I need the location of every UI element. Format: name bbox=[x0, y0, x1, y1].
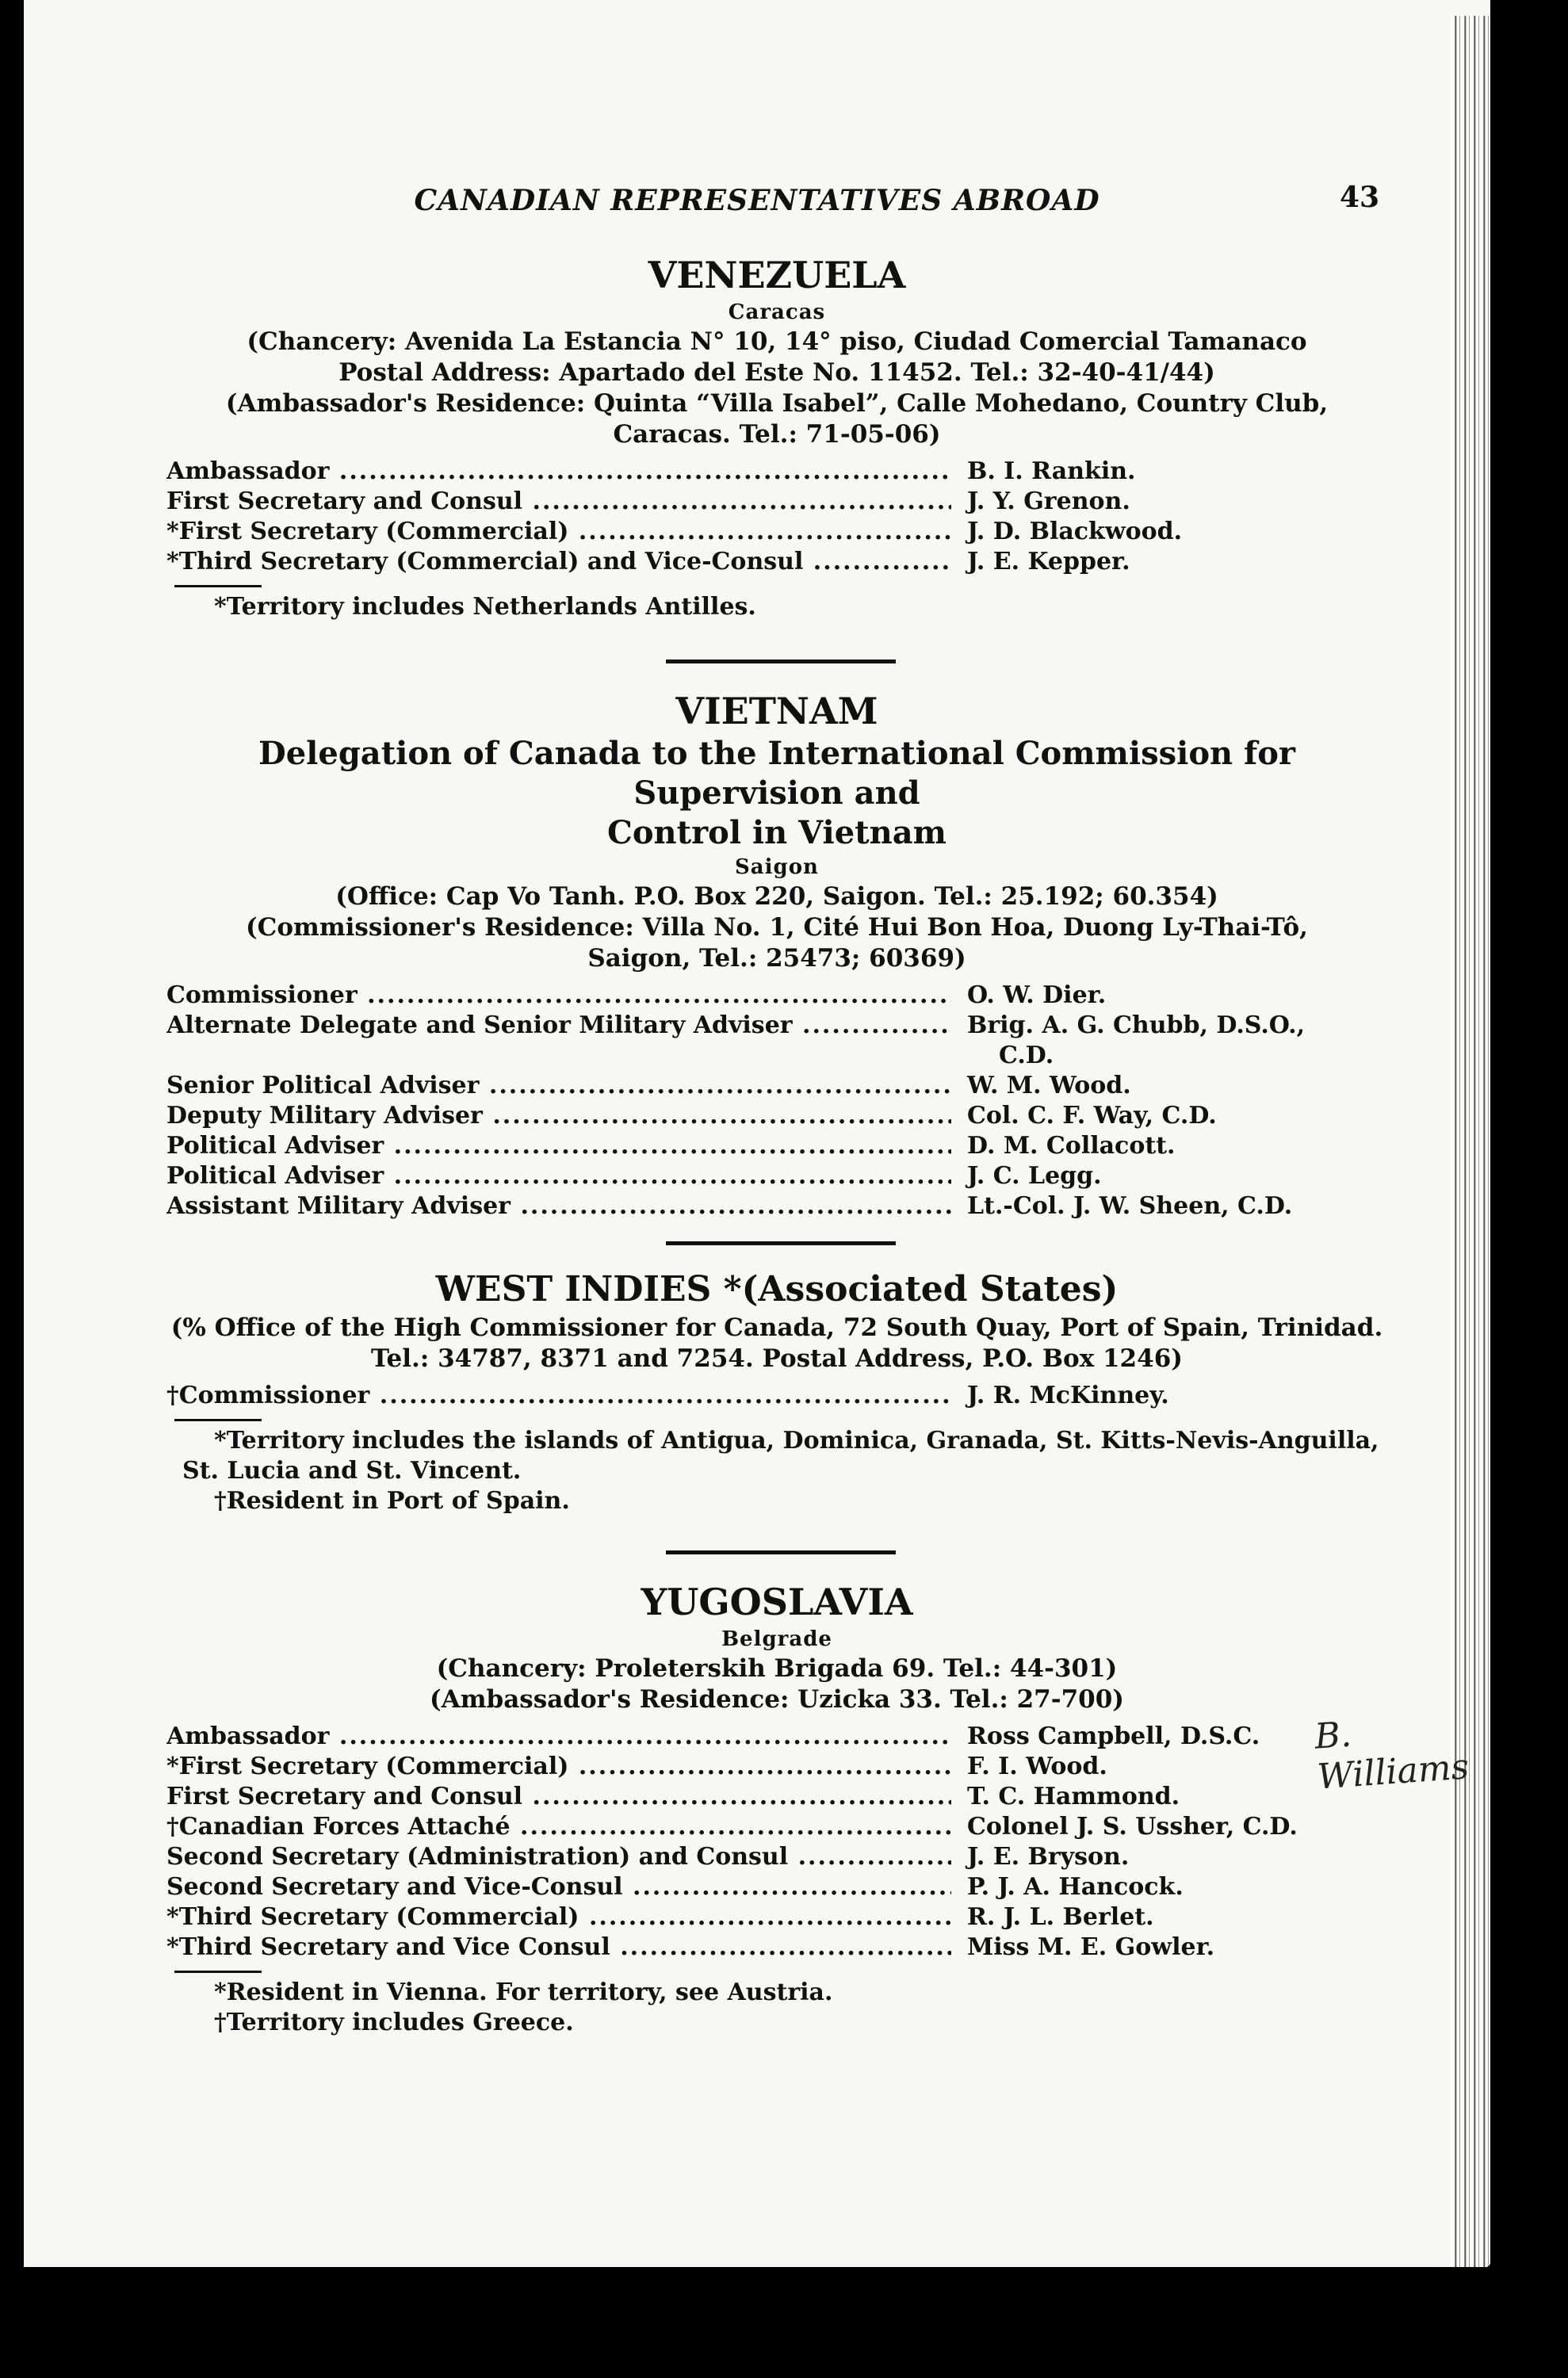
delegation-heading: Delegation of Canada to the International Commission for Supervision and bbox=[258, 735, 1295, 812]
handwritten-annotation: B. Williams bbox=[1313, 1714, 1470, 1798]
staff-title: *Third Secretary (Commercial) and Vice-Consul ..... bbox=[166, 547, 951, 577]
section-vietnam bbox=[166, 688, 1387, 1221]
staff-name: J. R. McKinney. bbox=[967, 1382, 1169, 1409]
staff-name: Miss M. E. Gowler. bbox=[967, 1933, 1215, 1961]
staff-name-continuation bbox=[166, 1041, 1387, 1071]
footnote: St. Lucia and St. Vincent. bbox=[182, 1457, 522, 1485]
address-line: (Ambassador's Residence: Quinta “Villa Isabel”, Calle Mohedano, Country Club, bbox=[225, 389, 1329, 418]
staff-name: R. J. L. Berlet. bbox=[967, 1903, 1154, 1931]
footnote: *Territory includes Netherlands Antilles. bbox=[214, 593, 756, 621]
address-line: (Ambassador's Residence: Uzicka 33. Tel.: 27-700) bbox=[430, 1685, 1124, 1714]
staff-name: B. I. Rankin. bbox=[967, 457, 1136, 485]
address-line: Tel.: 34787, 8371 and 7254. Postal Address, P.O. Box 1246) bbox=[371, 1344, 1183, 1373]
staff-row bbox=[166, 1011, 1387, 1041]
staff-title: *First Secretary (Commercial) ..... bbox=[166, 1752, 951, 1782]
staff-name: O. W. Dier. bbox=[967, 981, 1107, 1009]
staff-title: Senior Political Adviser ..... bbox=[166, 1071, 951, 1101]
page-number: 43 bbox=[1340, 181, 1380, 214]
address-line: (Chancery: Avenida La Estancia N° 10, 14° piso, Ciudad Comercial Tamanaco bbox=[247, 327, 1307, 356]
staff-name: Col. C. F. Way, C.D. bbox=[967, 1102, 1217, 1130]
delegation-heading: Control in Vietnam bbox=[607, 814, 947, 851]
address-line: Saigon, Tel.: 25473; 60369) bbox=[587, 944, 966, 973]
staff-name: J. Y. Grenon. bbox=[967, 487, 1130, 515]
staff-name: P. J. A. Hancock. bbox=[967, 1873, 1184, 1901]
document-page bbox=[24, 0, 1490, 2267]
staff-row bbox=[166, 1191, 1387, 1221]
section-divider bbox=[666, 1241, 896, 1245]
footnote: †Resident in Port of Spain. bbox=[214, 1487, 570, 1515]
staff-row bbox=[166, 1101, 1387, 1131]
staff-title: Deputy Military Adviser ..... bbox=[166, 1101, 951, 1131]
address-line: Caracas. Tel.: 71-05-06) bbox=[613, 420, 941, 449]
staff-row bbox=[166, 981, 1387, 1011]
staff-title: Second Secretary and Vice-Consul ..... bbox=[166, 1872, 951, 1902]
page-edge-stack bbox=[1451, 16, 1490, 2267]
staff-name: J. E. Bryson. bbox=[967, 1843, 1130, 1871]
staff-row bbox=[166, 1131, 1387, 1161]
staff-title: †Canadian Forces Attaché ..... bbox=[166, 1812, 951, 1842]
staff-title: First Secretary and Consul ..... bbox=[166, 1782, 951, 1812]
scan-border bbox=[0, 2283, 1568, 2378]
staff-row bbox=[166, 547, 1387, 577]
country-heading: WEST INDIES *(Associated States) bbox=[435, 1269, 1119, 1309]
staff-name: Colonel J. S. Ussher, C.D. bbox=[967, 1813, 1298, 1841]
city-heading: Saigon bbox=[735, 855, 819, 879]
staff-row bbox=[166, 1161, 1387, 1191]
staff-title: *First Secretary (Commercial) ..... bbox=[166, 517, 951, 547]
staff-name: Ross Campbell, D.S.C. bbox=[967, 1722, 1260, 1750]
staff-name: W. M. Wood. bbox=[967, 1072, 1131, 1099]
staff-title: Alternate Delegate and Senior Military Adviser ..... bbox=[166, 1011, 951, 1041]
staff-title: Assistant Military Adviser ..... bbox=[166, 1191, 951, 1221]
staff-row bbox=[166, 1782, 1387, 1812]
footnote: *Territory includes the islands of Antigua, Dominica, Granada, St. Kitts-Nevis-Anguilla, bbox=[214, 1427, 1379, 1455]
address-line: (Chancery: Proleterskih Brigada 69. Tel.: 44-301) bbox=[436, 1654, 1118, 1683]
staff-title: Second Secretary (Administration) and Consul ..... bbox=[166, 1842, 951, 1872]
city-heading: Belgrade bbox=[721, 1627, 832, 1651]
staff-row bbox=[166, 1722, 1387, 1752]
staff-list bbox=[166, 457, 1387, 577]
footnote: *Resident in Vienna. For territory, see Austria. bbox=[214, 1978, 833, 2006]
staff-list bbox=[166, 981, 1387, 1221]
address-line: (Office: Cap Vo Tanh. P.O. Box 220, Saigon. Tel.: 25.192; 60.354) bbox=[335, 882, 1218, 911]
staff-title: *Third Secretary and Vice Consul ..... bbox=[166, 1933, 951, 1963]
country-heading: YUGOSLAVIA bbox=[641, 1581, 913, 1623]
staff-row bbox=[166, 487, 1387, 517]
section-west-indies bbox=[166, 1267, 1387, 1516]
staff-title: †Commissioner ..... bbox=[166, 1381, 951, 1411]
country-heading: VENEZUELA bbox=[648, 254, 906, 296]
staff-name: D. M. Collacott. bbox=[967, 1132, 1176, 1160]
staff-name: F. I. Wood. bbox=[967, 1753, 1107, 1780]
staff-row bbox=[166, 1071, 1387, 1101]
section-venezuela bbox=[166, 252, 1387, 622]
footnote-rule bbox=[174, 585, 262, 587]
staff-row bbox=[166, 1812, 1387, 1842]
staff-row bbox=[166, 517, 1387, 547]
staff-name: J. D. Blackwood. bbox=[967, 518, 1183, 545]
country-heading: VIETNAM bbox=[675, 690, 878, 732]
staff-title: Political Adviser ..... bbox=[166, 1161, 951, 1191]
staff-name: J. C. Legg. bbox=[967, 1162, 1102, 1190]
staff-row bbox=[166, 457, 1387, 487]
staff-title: *Third Secretary (Commercial) ..... bbox=[166, 1902, 951, 1933]
staff-title: Ambassador ..... bbox=[166, 1722, 951, 1752]
staff-name: Brig. A. G. Chubb, D.S.O., bbox=[967, 1011, 1306, 1039]
city-heading: Caracas bbox=[728, 300, 826, 324]
staff-row bbox=[166, 1752, 1387, 1782]
running-head: CANADIAN REPRESENTATIVES ABROAD bbox=[414, 184, 1100, 217]
staff-name: T. C. Hammond. bbox=[967, 1783, 1180, 1810]
staff-name: J. E. Kepper. bbox=[967, 548, 1130, 575]
footnote-rule bbox=[174, 1971, 262, 1973]
footnote-rule bbox=[174, 1419, 262, 1421]
staff-name: C.D. bbox=[999, 1042, 1054, 1069]
staff-title: Political Adviser ..... bbox=[166, 1131, 951, 1161]
address-line: (% Office of the High Commissioner for Canada, 72 South Quay, Port of Spain, Trinidad. bbox=[170, 1313, 1383, 1342]
staff-row bbox=[166, 1381, 1387, 1411]
staff-name: Lt.-Col. J. W. Sheen, C.D. bbox=[967, 1192, 1293, 1220]
staff-list bbox=[166, 1381, 1387, 1411]
footnote: †Territory includes Greece. bbox=[214, 2009, 574, 2036]
address-line: Postal Address: Apartado del Este No. 11452. Tel.: 32-40-41/44) bbox=[338, 358, 1215, 387]
section-divider bbox=[666, 659, 896, 663]
staff-title: Ambassador ..... bbox=[166, 457, 951, 487]
staff-row bbox=[166, 1933, 1387, 1963]
section-yugoslavia bbox=[166, 1579, 1387, 2038]
address-line: (Commissioner's Residence: Villa No. 1, Cité Hui Bon Hoa, Duong Ly-Thai-Tô, bbox=[246, 913, 1308, 942]
staff-row bbox=[166, 1842, 1387, 1872]
staff-title: Commissioner ..... bbox=[166, 981, 951, 1011]
staff-row bbox=[166, 1872, 1387, 1902]
staff-title: First Secretary and Consul ..... bbox=[166, 487, 951, 517]
staff-row bbox=[166, 1902, 1387, 1933]
section-divider bbox=[666, 1550, 896, 1554]
staff-list bbox=[166, 1722, 1387, 1963]
